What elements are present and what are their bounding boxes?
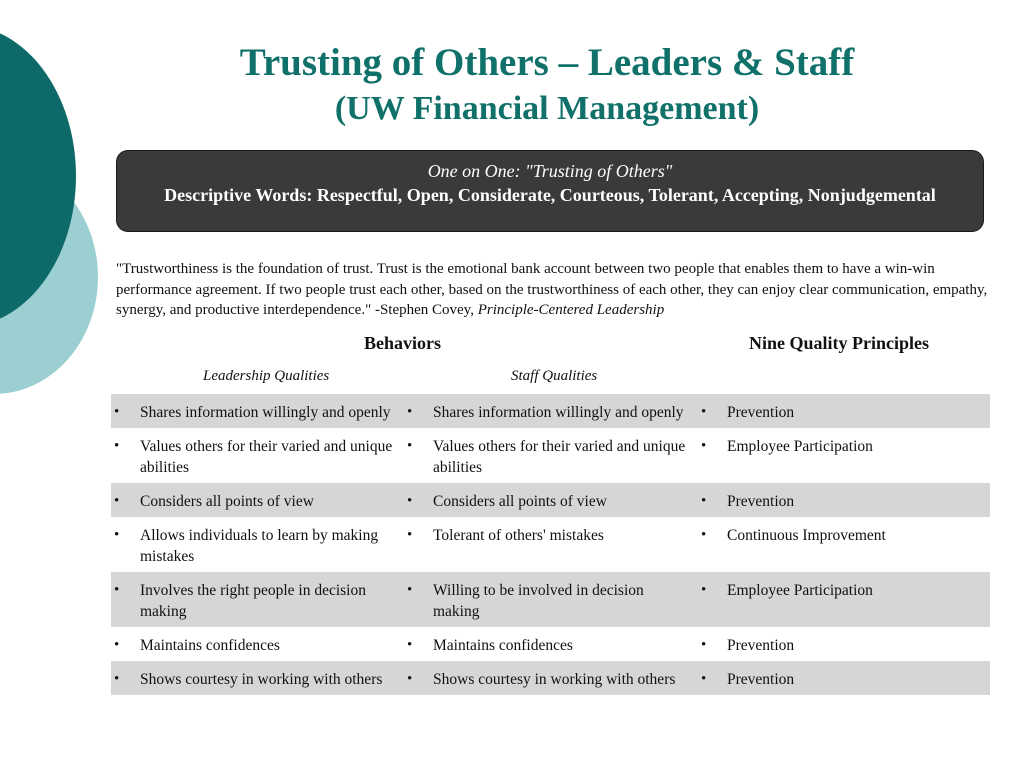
leadership-cell: • Shares information willingly and openly bbox=[114, 404, 391, 421]
staff-cell: • Tolerant of others' mistakes bbox=[407, 527, 604, 544]
slide-title: Trusting of Others – Leaders & Staff bbox=[239, 41, 855, 84]
leadership-cell: • Involves the right people in decision making bbox=[114, 582, 366, 620]
leadership-qualities-header: Leadership Qualities bbox=[203, 368, 330, 384]
staff-cell: • Considers all points of view bbox=[407, 493, 607, 510]
covey-quote bbox=[116, 259, 991, 321]
bullet-icon: • bbox=[114, 438, 120, 454]
staff-cell: • Shows courtesy in working with others bbox=[407, 671, 676, 688]
bullet-icon: • bbox=[114, 671, 120, 687]
bullet-icon: • bbox=[114, 404, 120, 420]
table-row bbox=[111, 517, 990, 572]
leadership-cell: • Allows individuals to learn by making mistakes bbox=[114, 527, 379, 565]
leadership-cell: • Values others for their varied and unique abilities bbox=[114, 438, 393, 476]
principle-cell: • Prevention bbox=[701, 637, 795, 654]
leadership-cell: • Maintains confidences bbox=[114, 637, 280, 654]
callout-heading: One on One: "Trusting of Others" bbox=[427, 161, 673, 181]
bullet-icon: • bbox=[407, 671, 413, 687]
bullet-icon: • bbox=[701, 582, 707, 598]
behaviors-header: Behaviors bbox=[364, 333, 442, 353]
principles-header: Nine Quality Principles bbox=[749, 333, 929, 353]
principle-cell: • Employee Participation bbox=[701, 582, 873, 599]
staff-cell: • Willing to be involved in decision making bbox=[407, 582, 644, 620]
staff-qualities-header: Staff Qualities bbox=[511, 368, 598, 384]
bullet-icon: • bbox=[407, 438, 413, 454]
principle-cell: • Prevention bbox=[701, 493, 795, 510]
table-row bbox=[111, 572, 990, 627]
bullet-icon: • bbox=[114, 527, 120, 543]
bullet-icon: • bbox=[701, 493, 707, 509]
quote-text: "Trustworthiness is the foundation of trust. Trust is the emotional bank account between two people that enables them to have a win-win performance agreement. If two people trust each other, based on the trustworthiness of each other, they can enjoy clear communication, empathy, synergy, and productive interdependence." -Stephen Covey, bbox=[116, 261, 988, 318]
bullet-icon: • bbox=[701, 438, 707, 454]
callout-descriptive-words: Descriptive Words: Respectful, Open, Considerate, Courteous, Tolerant, Accepting, Nonjudgemental bbox=[164, 185, 936, 205]
bullet-icon: • bbox=[701, 404, 707, 420]
bullet-icon: • bbox=[114, 582, 120, 598]
staff-cell: • Values others for their varied and unique abilities bbox=[407, 438, 686, 476]
staff-cell: • Shares information willingly and openly bbox=[407, 404, 684, 421]
principle-cell: • Prevention bbox=[701, 404, 795, 421]
bullet-icon: • bbox=[114, 637, 120, 653]
table-row bbox=[111, 428, 990, 483]
table-row bbox=[111, 483, 990, 517]
table-row bbox=[111, 394, 990, 428]
bullet-icon: • bbox=[701, 637, 707, 653]
leadership-cell: • Shows courtesy in working with others bbox=[114, 671, 383, 688]
table-row bbox=[111, 627, 990, 661]
bullet-icon: • bbox=[407, 493, 413, 509]
bullet-icon: • bbox=[407, 637, 413, 653]
bullet-icon: • bbox=[407, 582, 413, 598]
principle-cell: • Continuous Improvement bbox=[701, 527, 886, 544]
principle-cell: • Employee Participation bbox=[701, 438, 873, 455]
staff-cell: • Maintains confidences bbox=[407, 637, 573, 654]
leadership-cell: • Considers all points of view bbox=[114, 493, 314, 510]
table-row bbox=[111, 661, 990, 695]
bullet-icon: • bbox=[701, 527, 707, 543]
qualities-table bbox=[111, 394, 990, 695]
slide-subtitle: (UW Financial Management) bbox=[334, 90, 760, 127]
descriptive-words-callout bbox=[116, 150, 984, 232]
bullet-icon: • bbox=[407, 527, 413, 543]
bullet-icon: • bbox=[701, 671, 707, 687]
principle-cell: • Prevention bbox=[701, 671, 795, 688]
bullet-icon: • bbox=[114, 493, 120, 509]
bullet-icon: • bbox=[407, 404, 413, 420]
quote-book-title: Principle-Centered Leadership bbox=[477, 302, 665, 318]
